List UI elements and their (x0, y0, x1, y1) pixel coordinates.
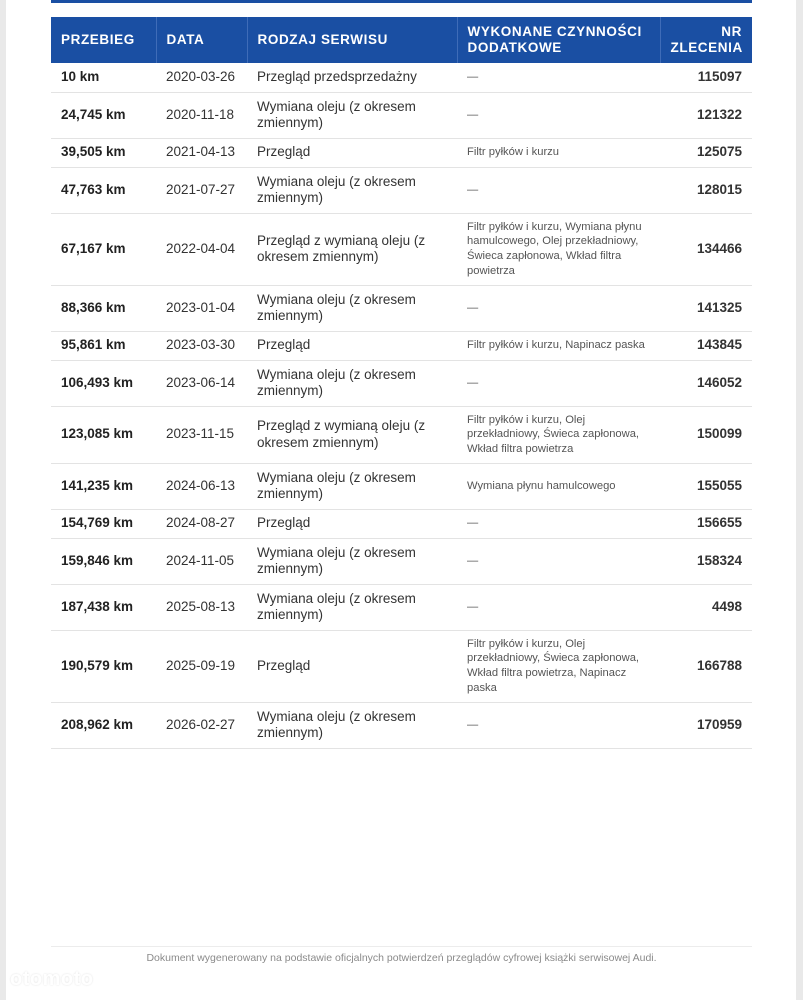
cell-additional-work: Filtr pyłków i kurzu, Wymiana płynu hamulcowego, Olej przekładniowy, Świeca zapłonowa, Wkład filtra powietrza (457, 213, 660, 285)
cell-date: 2023-01-04 (156, 285, 247, 331)
cell-additional-work: — (457, 509, 660, 538)
table-row (51, 213, 752, 285)
table-row (51, 584, 752, 630)
cell-date: 2025-09-19 (156, 630, 247, 702)
table-row (51, 538, 752, 584)
cell-additional-work: — (457, 92, 660, 138)
cell-date: 2021-04-13 (156, 138, 247, 167)
cell-order-number: 121322 (660, 92, 752, 138)
header-order-number: NR ZLECENIA (660, 17, 752, 63)
cell-mileage: 141,235 km (51, 463, 156, 509)
cell-order-number: 115097 (660, 63, 752, 92)
cell-additional-work: — (457, 63, 660, 92)
cell-mileage: 190,579 km (51, 630, 156, 702)
cell-mileage: 95,861 km (51, 331, 156, 360)
header-date: DATA (156, 17, 247, 63)
cell-mileage: 10 km (51, 63, 156, 92)
cell-order-number: 125075 (660, 138, 752, 167)
cell-mileage: 88,366 km (51, 285, 156, 331)
cell-service-type: Przegląd (247, 138, 457, 167)
cell-additional-work: — (457, 702, 660, 748)
cell-service-type: Przegląd przedsprzedażny (247, 63, 457, 92)
cell-order-number: 156655 (660, 509, 752, 538)
table-row (51, 509, 752, 538)
top-accent-rule (51, 0, 752, 3)
cell-order-number: 128015 (660, 167, 752, 213)
cell-service-type: Wymiana oleju (z okresem zmiennym) (247, 285, 457, 331)
cell-mileage: 187,438 km (51, 584, 156, 630)
cell-service-type: Przegląd z wymianą oleju (z okresem zmiennym) (247, 406, 457, 463)
table-header-row (51, 17, 752, 63)
cell-order-number: 150099 (660, 406, 752, 463)
cell-mileage: 159,846 km (51, 538, 156, 584)
table-row (51, 630, 752, 702)
cell-mileage: 208,962 km (51, 702, 156, 748)
cell-additional-work: — (457, 285, 660, 331)
table-row (51, 167, 752, 213)
cell-mileage: 154,769 km (51, 509, 156, 538)
service-history-table (51, 17, 752, 749)
cell-additional-work: Filtr pyłków i kurzu, Napinacz paska (457, 331, 660, 360)
header-service-type: RODZAJ SERWISU (247, 17, 457, 63)
cell-additional-work: Filtr pyłków i kurzu (457, 138, 660, 167)
cell-mileage: 67,167 km (51, 213, 156, 285)
table-row (51, 331, 752, 360)
cell-date: 2024-11-05 (156, 538, 247, 584)
table-row (51, 138, 752, 167)
cell-date: 2024-06-13 (156, 463, 247, 509)
cell-order-number: 158324 (660, 538, 752, 584)
cell-additional-work: Filtr pyłków i kurzu, Olej przekładniowy, Świeca zapłonowa, Wkład filtra powietrza (457, 406, 660, 463)
cell-service-type: Przegląd (247, 509, 457, 538)
cell-additional-work: — (457, 584, 660, 630)
cell-date: 2020-03-26 (156, 63, 247, 92)
cell-order-number: 146052 (660, 360, 752, 406)
cell-additional-work: Filtr pyłków i kurzu, Olej przekładniowy, Świeca zapłonowa, Wkład filtra powietrza, Napinacz paska (457, 630, 660, 702)
table-row (51, 702, 752, 748)
cell-service-type: Wymiana oleju (z okresem zmiennym) (247, 463, 457, 509)
cell-date: 2020-11-18 (156, 92, 247, 138)
cell-order-number: 170959 (660, 702, 752, 748)
table-row (51, 285, 752, 331)
cell-date: 2025-08-13 (156, 584, 247, 630)
cell-date: 2023-11-15 (156, 406, 247, 463)
cell-order-number: 155055 (660, 463, 752, 509)
cell-order-number: 166788 (660, 630, 752, 702)
cell-date: 2022-04-04 (156, 213, 247, 285)
cell-mileage: 24,745 km (51, 92, 156, 138)
cell-date: 2024-08-27 (156, 509, 247, 538)
cell-service-type: Wymiana oleju (z okresem zmiennym) (247, 584, 457, 630)
cell-mileage: 47,763 km (51, 167, 156, 213)
cell-service-type: Przegląd (247, 331, 457, 360)
cell-service-type: Wymiana oleju (z okresem zmiennym) (247, 702, 457, 748)
cell-date: 2023-03-30 (156, 331, 247, 360)
table-row (51, 63, 752, 92)
cell-mileage: 106,493 km (51, 360, 156, 406)
header-additional-work: WYKONANE CZYNNOŚCI DODATKOWE (457, 17, 660, 63)
cell-order-number: 141325 (660, 285, 752, 331)
cell-order-number: 134466 (660, 213, 752, 285)
cell-order-number: 143845 (660, 331, 752, 360)
table-row (51, 406, 752, 463)
cell-order-number: 4498 (660, 584, 752, 630)
table-row (51, 463, 752, 509)
cell-service-type: Przegląd (247, 630, 457, 702)
cell-service-type: Przegląd z wymianą oleju (z okresem zmiennym) (247, 213, 457, 285)
cell-service-type: Wymiana oleju (z okresem zmiennym) (247, 92, 457, 138)
footer-divider (51, 946, 752, 947)
cell-mileage: 123,085 km (51, 406, 156, 463)
table-row (51, 92, 752, 138)
cell-date: 2021-07-27 (156, 167, 247, 213)
cell-mileage: 39,505 km (51, 138, 156, 167)
cell-service-type: Wymiana oleju (z okresem zmiennym) (247, 538, 457, 584)
cell-additional-work: — (457, 167, 660, 213)
cell-service-type: Wymiana oleju (z okresem zmiennym) (247, 167, 457, 213)
footer-note: Dokument wygenerowany na podstawie oficjalnych potwierdzeń przeglądów cyfrowej książki serwisowej Audi. (146, 952, 657, 964)
cell-date: 2023-06-14 (156, 360, 247, 406)
table-row (51, 360, 752, 406)
header-mileage: PRZEBIEG (51, 17, 156, 63)
cell-service-type: Wymiana oleju (z okresem zmiennym) (247, 360, 457, 406)
watermark-logo: otomoto (10, 968, 94, 990)
cell-additional-work: — (457, 538, 660, 584)
cell-additional-work: — (457, 360, 660, 406)
cell-additional-work: Wymiana płynu hamulcowego (457, 463, 660, 509)
cell-date: 2026-02-27 (156, 702, 247, 748)
